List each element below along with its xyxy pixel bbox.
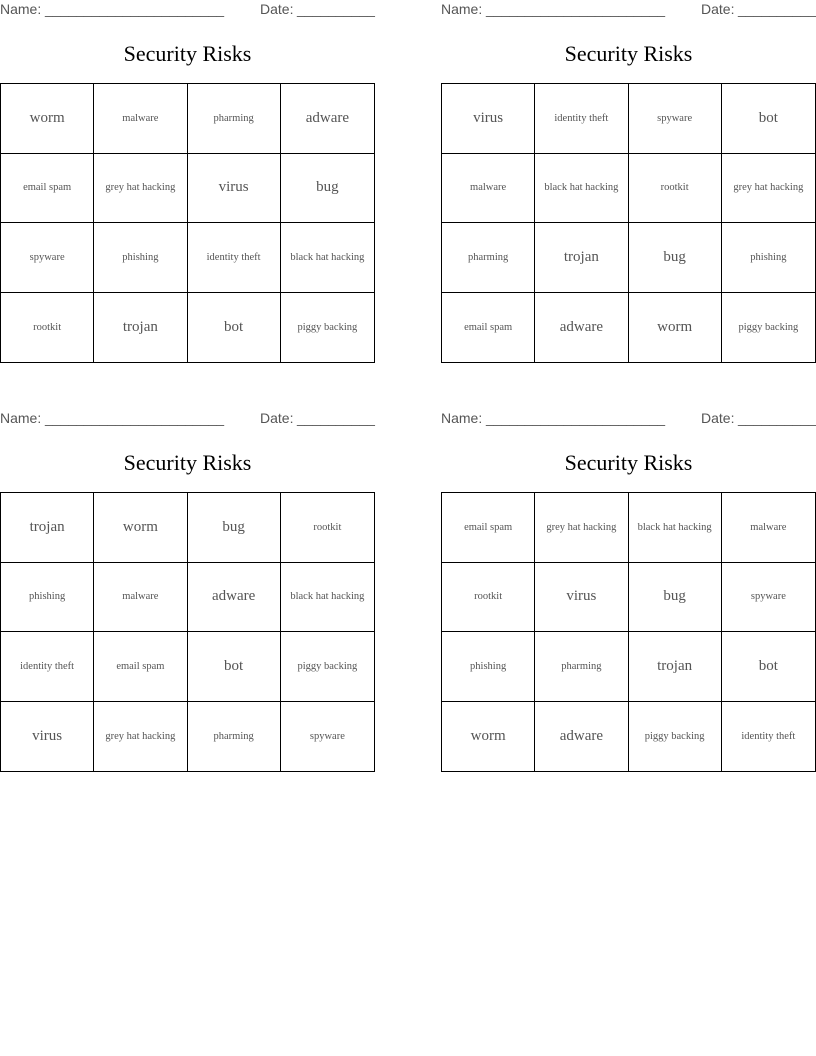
card-title: Security Risks	[123, 41, 252, 66]
bingo-cell: bug	[188, 493, 281, 563]
bingo-cell: black hat hacking	[281, 223, 374, 293]
bingo-cell: spyware	[309, 730, 345, 742]
bingo-cell: piggy backing	[281, 632, 374, 702]
name-label: Name:	[441, 1, 483, 17]
bingo-cell: bot	[722, 84, 815, 154]
bingo-cell: adware	[188, 563, 281, 633]
bingo-cell: phishing	[442, 632, 535, 702]
card-title: Security Risks	[123, 450, 252, 475]
name-label: Name:	[0, 1, 42, 17]
bingo-card-2	[441, 0, 816, 375]
bingo-grid	[0, 83, 375, 363]
bingo-cell: pharming	[188, 702, 281, 772]
bingo-cell: worm	[442, 702, 535, 772]
bingo-cell: grey hat hacking	[94, 702, 187, 772]
bingo-cell: rootkit	[442, 563, 535, 633]
bingo-cell: trojan	[1, 493, 94, 563]
bingo-cell: identity theft	[535, 84, 628, 154]
bingo-cell: spyware	[722, 563, 815, 633]
bingo-cell: piggy backing	[297, 321, 358, 333]
bingo-cell: malware	[722, 493, 815, 563]
bingo-cell: adware	[535, 293, 628, 363]
bingo-cell: grey hat hacking	[722, 154, 815, 224]
bingo-cell: identity theft	[1, 632, 94, 702]
bingo-cell: trojan	[629, 632, 722, 702]
card-title: Security Risks	[564, 450, 693, 475]
name-label: Name:	[441, 410, 483, 426]
date-blank: __________	[297, 1, 375, 17]
bingo-cell: adware	[281, 84, 374, 154]
date-label: Date:	[701, 410, 735, 426]
bingo-cell: rootkit	[281, 493, 374, 563]
bingo-cell: virus	[535, 563, 628, 633]
date-blank: __________	[738, 410, 816, 426]
bingo-cell: grey hat hacking	[94, 154, 187, 224]
date-label: Date:	[260, 410, 294, 426]
bingo-cell: trojan	[94, 293, 187, 363]
bingo-cell: black hat hacking	[629, 493, 722, 563]
bingo-cell: black hat hacking	[281, 563, 374, 633]
bingo-grid	[441, 83, 816, 363]
bingo-card-3	[0, 409, 375, 784]
bingo-cell: pharming	[442, 223, 535, 293]
bingo-cell: malware	[442, 154, 535, 224]
bingo-cell: pharming	[535, 632, 628, 702]
bingo-cell: bug	[629, 223, 722, 293]
bingo-cell: email spam	[442, 493, 535, 563]
bingo-cell: grey hat hacking	[535, 493, 628, 563]
bingo-cell: malware	[94, 563, 187, 633]
date-blank: __________	[297, 410, 375, 426]
bingo-cell: spyware	[629, 84, 722, 154]
card-title: Security Risks	[564, 41, 693, 66]
bingo-cell: adware	[535, 702, 628, 772]
bingo-cell: piggy backing	[629, 702, 722, 772]
bingo-cell: bot	[188, 632, 281, 702]
date-label: Date:	[701, 1, 735, 17]
bingo-cell: bug	[629, 563, 722, 633]
name-label: Name:	[0, 410, 42, 426]
bingo-cell: email spam	[442, 293, 535, 363]
bingo-cell: worm	[1, 84, 94, 154]
name-blank: _______________________	[486, 1, 666, 17]
bingo-cell: bug	[281, 154, 374, 224]
name-blank: _______________________	[486, 410, 666, 426]
bingo-grid	[0, 492, 375, 772]
bingo-cell: trojan	[535, 223, 628, 293]
card-header	[441, 410, 816, 430]
bingo-cell: black hat hacking	[535, 154, 628, 224]
name-blank: _______________________	[45, 410, 225, 426]
bingo-card-4	[441, 409, 816, 784]
bingo-cell: virus	[188, 154, 281, 224]
date-label: Date:	[260, 1, 294, 17]
bingo-cell: identity theft	[188, 223, 281, 293]
name-blank: _______________________	[45, 1, 225, 17]
card-header	[0, 410, 375, 430]
bingo-cell: rootkit	[1, 293, 94, 363]
bingo-cell: worm	[94, 493, 187, 563]
bingo-cell: phishing	[1, 563, 94, 633]
bingo-cell: rootkit	[629, 154, 722, 224]
card-header	[0, 1, 375, 21]
bingo-cell: pharming	[188, 84, 281, 154]
bingo-cell: identity theft	[741, 730, 796, 742]
bingo-cell: email spam	[1, 154, 94, 224]
bingo-cell: bot	[722, 632, 815, 702]
bingo-cell: phishing	[94, 223, 187, 293]
bingo-cell: malware	[94, 84, 187, 154]
card-header	[441, 1, 816, 21]
bingo-grid	[441, 492, 816, 772]
bingo-cell: virus	[442, 84, 535, 154]
bingo-cell: phishing	[722, 223, 815, 293]
bingo-cell: piggy backing	[738, 321, 799, 333]
date-blank: __________	[738, 1, 816, 17]
bingo-cell: worm	[629, 293, 722, 363]
bingo-cell: email spam	[94, 632, 187, 702]
bingo-card-1	[0, 0, 375, 375]
bingo-cell: spyware	[1, 223, 94, 293]
bingo-cell: virus	[1, 702, 94, 772]
bingo-cell: bot	[188, 293, 281, 363]
